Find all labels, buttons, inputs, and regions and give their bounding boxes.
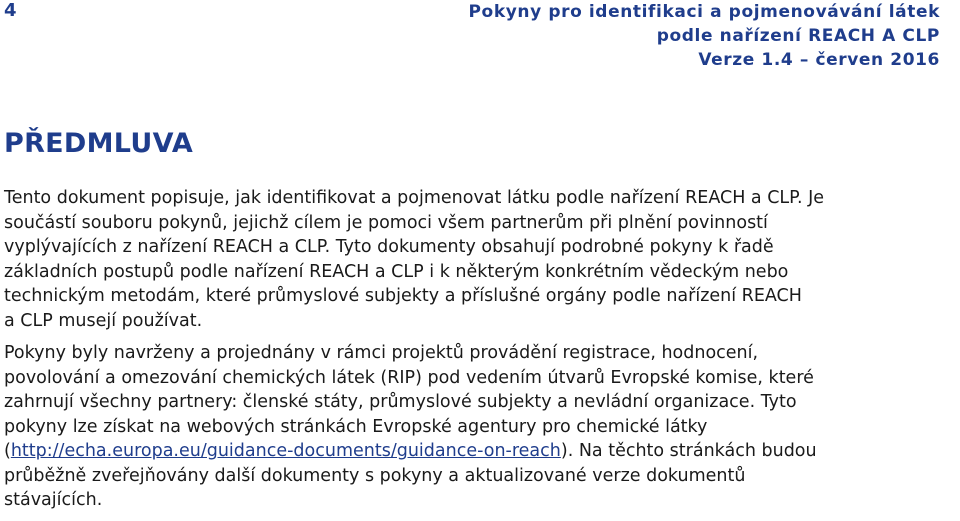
text-line: povolování a omezování chemických látek (RIP) pod vedením útvarů Evropské komise, které: [4, 367, 814, 388]
text-line: průběžně zveřejňovány další dokumenty s pokyny a aktualizované verze dokumentů: [4, 465, 746, 486]
text-line: základních postupů podle nařízení REACH a CLP i k některým konkrétním vědeckým nebo: [4, 261, 789, 282]
text-line: technickým metodám, které průmyslové subjekty a příslušné orgány podle nařízení REACH: [4, 286, 802, 306]
text-line: pokyny lze získat na webových stránkách Evropské agentury pro chemické látky: [4, 416, 708, 437]
echa-guidance-link[interactable]: http://echa.europa.eu/guidance-documents/guidance-on-reach: [10, 441, 561, 461]
body-text: [4, 186, 956, 521]
header-title-line-2: podle nařízení REACH A CLP: [656, 26, 940, 46]
paragraph-intro: [4, 186, 956, 333]
header-title-line-1: Pokyny pro identifikaci a pojmenovávání látek: [468, 2, 940, 22]
running-header: [469, 0, 941, 72]
text-line: stávajících.: [4, 490, 103, 510]
link-suffix: ). Na těchto stránkách budou: [560, 441, 817, 461]
text-line: Pokyny byly navrženy a projednány v rámci projektů provádění registrace, hodnocení,: [4, 343, 759, 363]
text-line: zahrnují všechny partnery: členské státy, průmyslové subjekty a nevládní organizace. Tyto: [4, 392, 797, 412]
section-heading: PŘEDMLUVA: [4, 128, 194, 159]
paragraph-guidance: [4, 341, 956, 513]
text-line: součástí souboru pokynů, jejichž cílem je pomoci všem partnerům při plnění povinností: [4, 212, 768, 233]
text-line: vyplývajících z nařízení REACH a CLP. Tyto dokumenty obsahují podrobné pokyny k řadě: [4, 237, 774, 257]
text-line: Tento dokument popisuje, jak identifikovat a pojmenovat látku podle nařízení REACH a CLP. Je: [4, 188, 825, 208]
text-line: a CLP musejí používat.: [4, 310, 203, 331]
text-line: [4, 441, 817, 461]
page-number: 4: [4, 0, 17, 21]
header-version-line: Verze 1.4 – červen 2016: [698, 50, 940, 70]
link-prefix: (: [4, 441, 11, 461]
